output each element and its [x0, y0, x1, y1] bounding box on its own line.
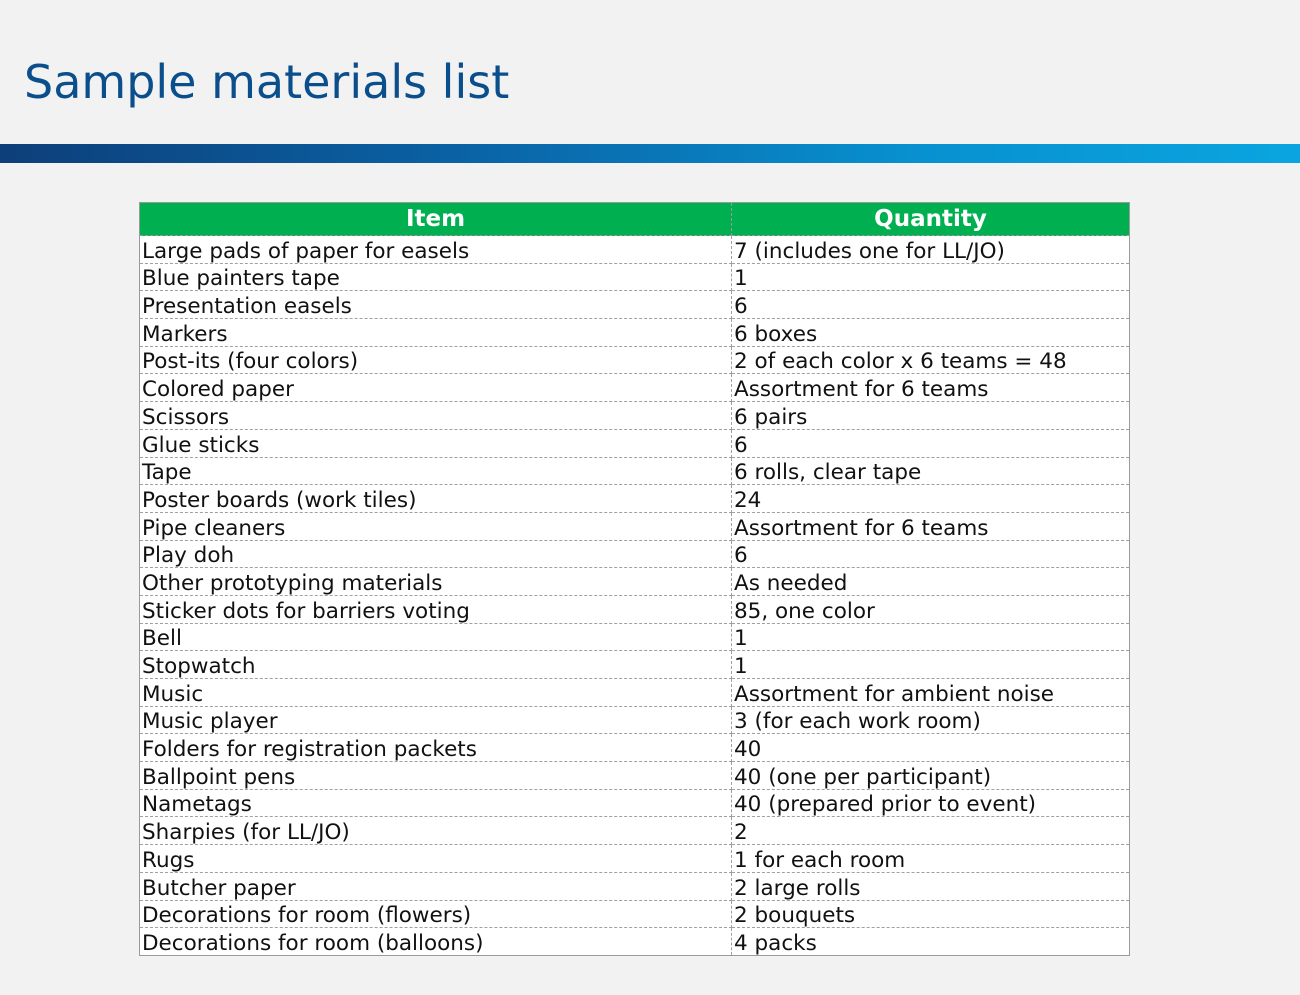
quantity-cell: Assortment for 6 teams: [732, 374, 1130, 402]
table-row: [140, 595, 1130, 623]
table-row: [140, 291, 1130, 319]
quantity-cell: 6 rolls, clear tape: [732, 457, 1130, 485]
quantity-cell: 6 boxes: [732, 319, 1130, 347]
table-row: [140, 429, 1130, 457]
materials-table: [139, 202, 1130, 956]
item-cell: Music: [140, 679, 732, 707]
quantity-cell: Assortment for 6 teams: [732, 512, 1130, 540]
table-row: [140, 679, 1130, 707]
item-cell: Bell: [140, 623, 732, 651]
quantity-cell: 1: [732, 623, 1130, 651]
quantity-cell: 40: [732, 734, 1130, 762]
table-row: [140, 236, 1130, 264]
table-row: [140, 900, 1130, 928]
item-cell: Tape: [140, 457, 732, 485]
item-cell: Large pads of paper for easels: [140, 236, 732, 264]
title-accent-bar: [0, 144, 1300, 163]
table-row: [140, 623, 1130, 651]
item-cell: Sticker dots for barriers voting: [140, 595, 732, 623]
quantity-cell: 2 of each color x 6 teams = 48: [732, 346, 1130, 374]
slide-title: Sample materials list: [24, 55, 510, 109]
quantity-cell: 6: [732, 291, 1130, 319]
item-cell: Scissors: [140, 402, 732, 430]
table-row: [140, 734, 1130, 762]
item-cell: Post-its (four colors): [140, 346, 732, 374]
quantity-cell: 6 pairs: [732, 402, 1130, 430]
item-cell: Decorations for room (flowers): [140, 900, 732, 928]
table-row: [140, 762, 1130, 790]
item-cell: Sharpies (for LL/JO): [140, 817, 732, 845]
quantity-cell: 4 packs: [732, 928, 1130, 956]
item-cell: Ballpoint pens: [140, 762, 732, 790]
table-row: [140, 512, 1130, 540]
table-row: [140, 706, 1130, 734]
item-cell: Stopwatch: [140, 651, 732, 679]
quantity-cell: 1 for each room: [732, 845, 1130, 873]
item-cell: Glue sticks: [140, 429, 732, 457]
quantity-cell: 40 (one per participant): [732, 762, 1130, 790]
item-cell: Other prototyping materials: [140, 568, 732, 596]
quantity-cell: 1: [732, 651, 1130, 679]
table-row: [140, 319, 1130, 347]
quantity-cell: 2 large rolls: [732, 872, 1130, 900]
table-row: [140, 402, 1130, 430]
table-row: [140, 817, 1130, 845]
quantity-cell: 6: [732, 540, 1130, 568]
quantity-cell: 1: [732, 263, 1130, 291]
quantity-cell: As needed: [732, 568, 1130, 596]
table-row: [140, 651, 1130, 679]
table-row: [140, 346, 1130, 374]
item-cell: Presentation easels: [140, 291, 732, 319]
table-row: [140, 263, 1130, 291]
item-cell: Rugs: [140, 845, 732, 873]
quantity-cell: 2: [732, 817, 1130, 845]
item-cell: Music player: [140, 706, 732, 734]
table-row: [140, 374, 1130, 402]
header-item: Item: [140, 203, 732, 236]
item-cell: Decorations for room (balloons): [140, 928, 732, 956]
item-cell: Play doh: [140, 540, 732, 568]
table-body: [140, 236, 1130, 956]
quantity-cell: 2 bouquets: [732, 900, 1130, 928]
table-row: [140, 457, 1130, 485]
quantity-cell: 7 (includes one for LL/JO): [732, 236, 1130, 264]
table-row: [140, 872, 1130, 900]
quantity-cell: Assortment for ambient noise: [732, 679, 1130, 707]
item-cell: Markers: [140, 319, 732, 347]
quantity-cell: 3 (for each work room): [732, 706, 1130, 734]
item-cell: Folders for registration packets: [140, 734, 732, 762]
quantity-cell: 40 (prepared prior to event): [732, 789, 1130, 817]
quantity-cell: 24: [732, 485, 1130, 513]
item-cell: Pipe cleaners: [140, 512, 732, 540]
header-quantity: Quantity: [732, 203, 1130, 236]
quantity-cell: 85, one color: [732, 595, 1130, 623]
item-cell: Blue painters tape: [140, 263, 732, 291]
table-header-row: [140, 203, 1130, 236]
item-cell: Nametags: [140, 789, 732, 817]
table-row: [140, 789, 1130, 817]
table-row: [140, 485, 1130, 513]
table-row: [140, 845, 1130, 873]
table-row: [140, 928, 1130, 956]
item-cell: Colored paper: [140, 374, 732, 402]
table-row: [140, 540, 1130, 568]
table-row: [140, 568, 1130, 596]
quantity-cell: 6: [732, 429, 1130, 457]
item-cell: Butcher paper: [140, 872, 732, 900]
item-cell: Poster boards (work tiles): [140, 485, 732, 513]
